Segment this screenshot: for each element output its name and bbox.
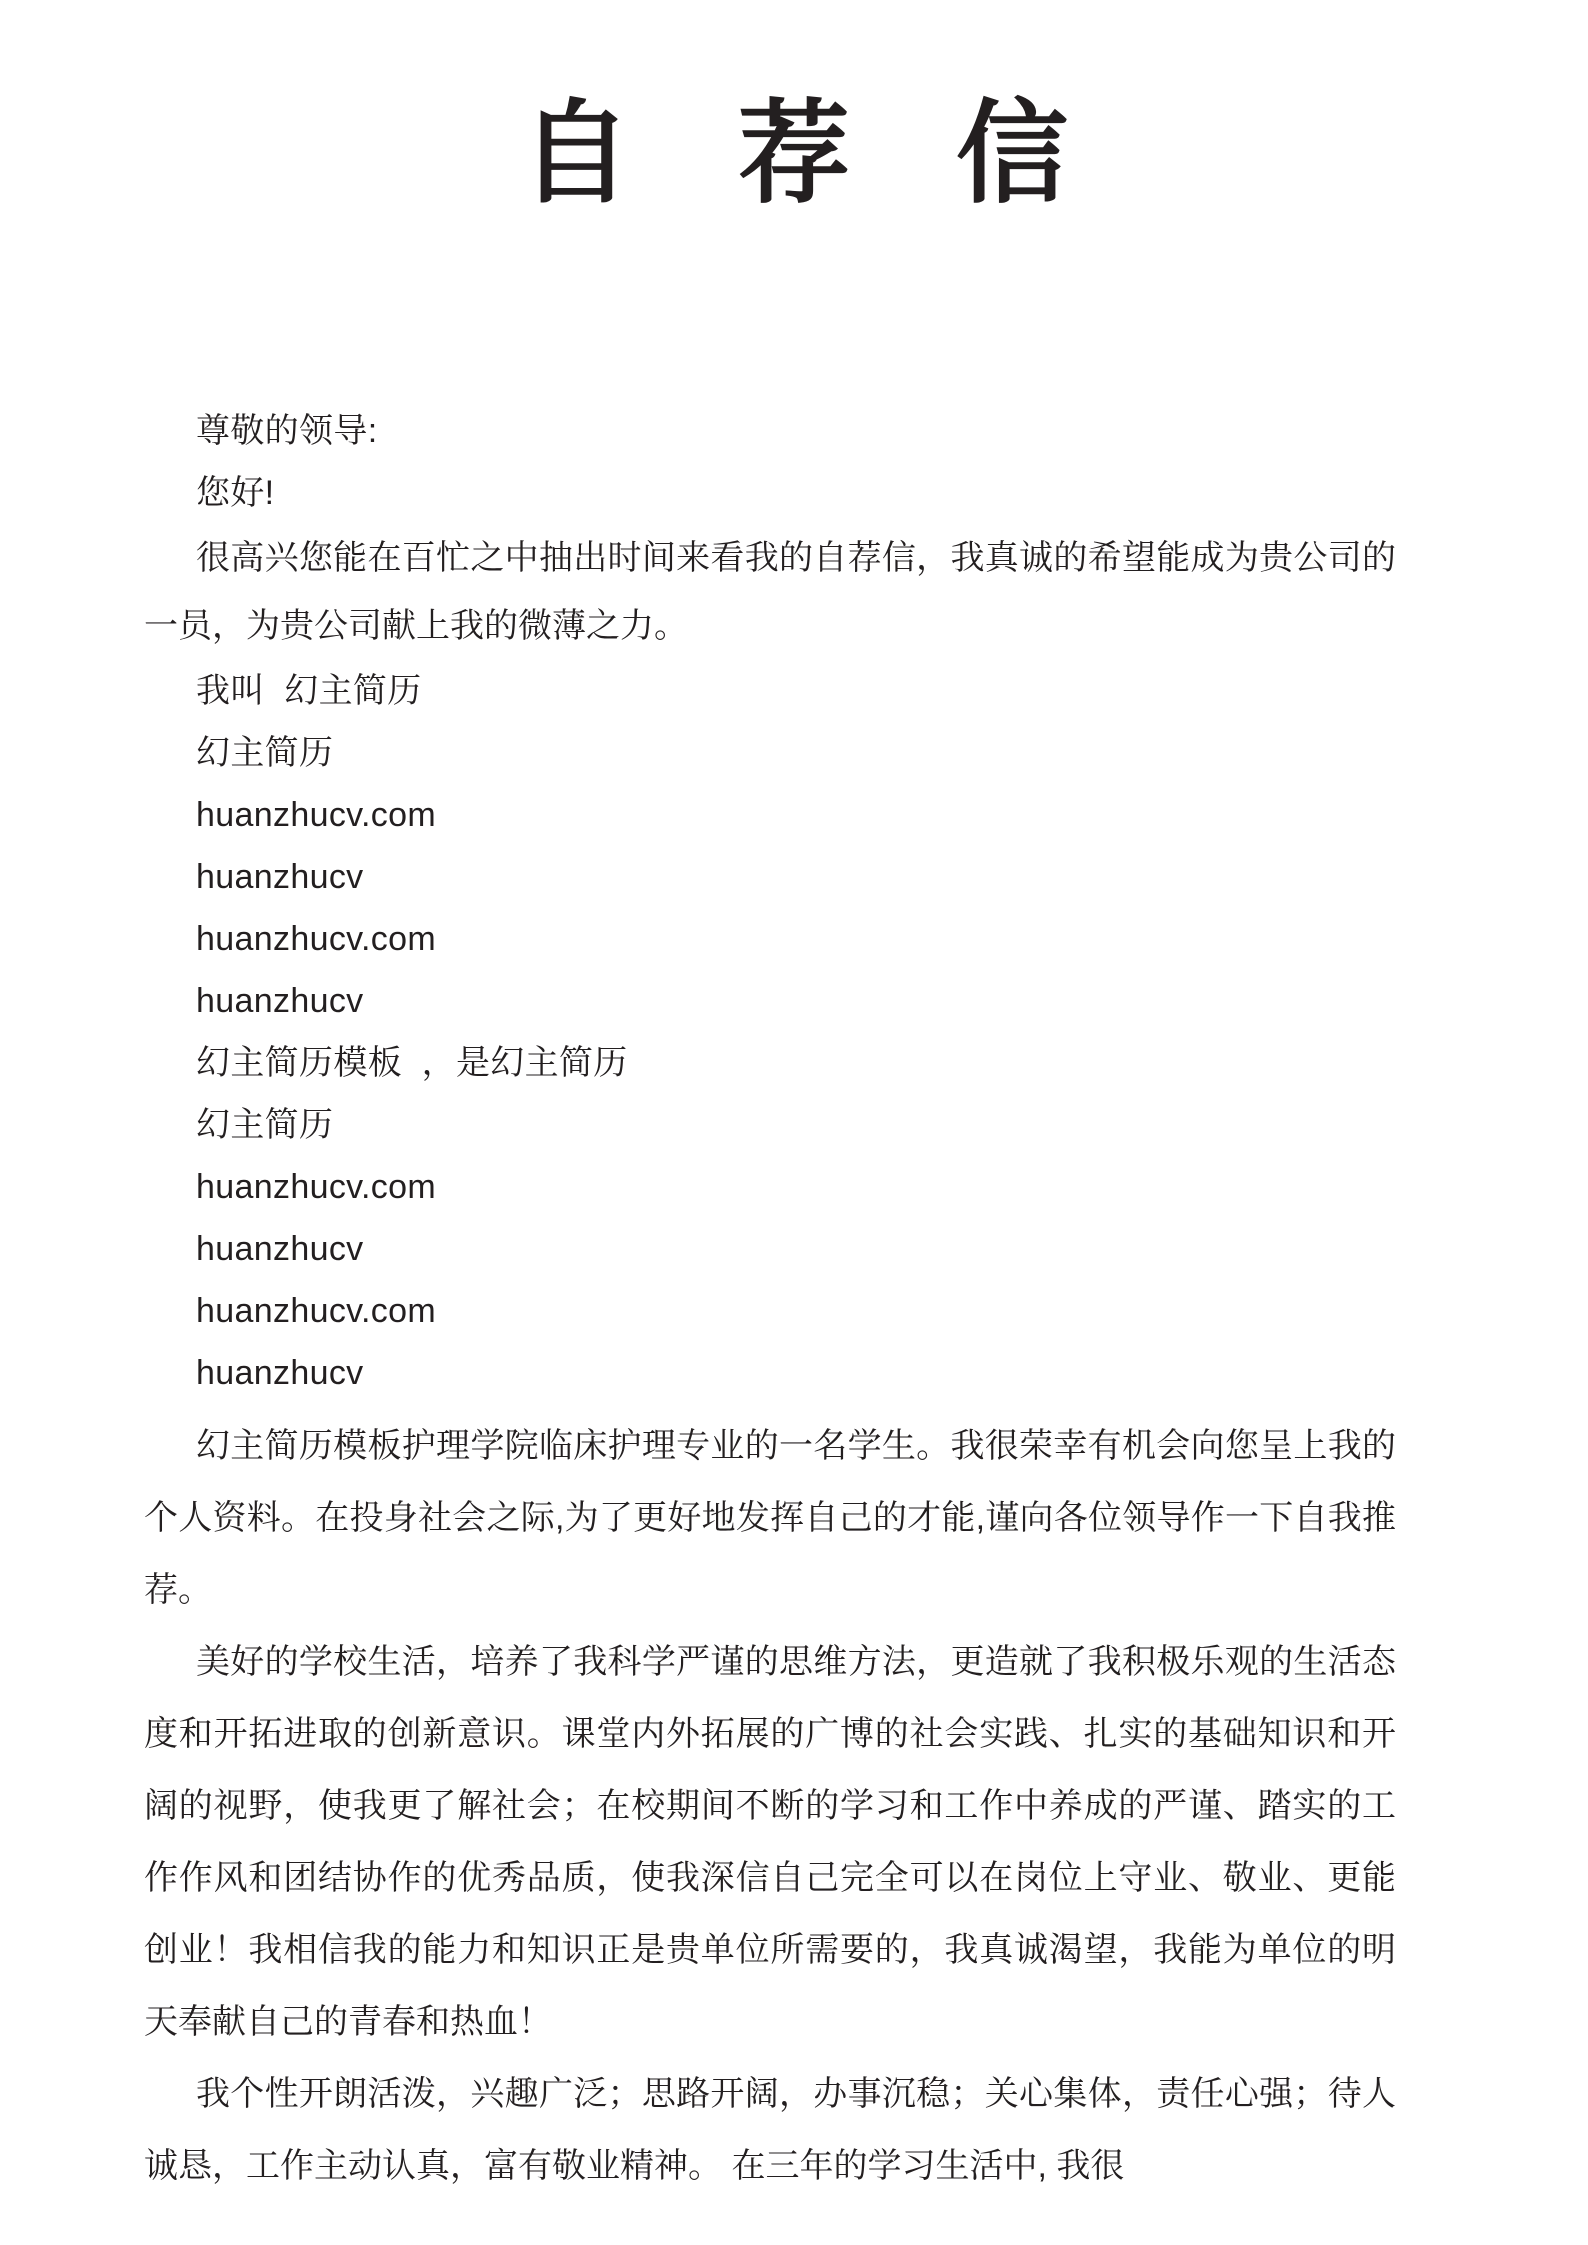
intro-paragraph: 很高兴您能在百忙之中抽出时间来看我的自荐信，我真诚的希望能成为贵公司的一员，为贵公司献上我的微薄之力。 [144,539,1396,645]
brand-line-9: huanzhucv.com [196,1292,437,1330]
brand-line-4: huanzhucv [196,982,364,1020]
letter-body [144,400,1396,2202]
page-title: 自 荐 信 [519,89,1102,219]
school-paragraph: 幻主简历模板护理学院临床护理专业的一名学生。我很荣幸有机会向您呈上我的个人资料。在投身社会之际,为了更好地发挥自己的才能,谨向各位领导作一下自我推荐。 [144,1427,1396,1609]
brand-line-5: 幻主简历模板 ，是幻主简历 [196,1044,628,1082]
brand-line-10: huanzhucv [196,1354,364,1392]
greeting-line: 您好! [196,474,275,512]
brand-line-0: 幻主简历 [196,734,334,772]
brand-line-1: huanzhucv.com [196,796,437,834]
brand-line-7: huanzhucv.com [196,1168,437,1206]
brand-line-8: huanzhucv [196,1230,364,1268]
brand-line-2: huanzhucv [196,858,364,896]
name-line: 我叫 幻主简历 [196,672,422,710]
brand-line-6: 幻主简历 [196,1106,334,1144]
salutation-line: 尊敬的领导: [196,412,378,450]
personality-paragraph: 我个性开朗活泼，兴趣广泛；思路开阔，办事沉稳；关心集体，责任心强；待人诚恳，工作主动认真，富有敬业精神。 在三年的学习生活中, 我很 [144,2075,1396,2185]
brand-line-3: huanzhucv.com [196,920,437,958]
life-paragraph: 美好的学校生活，培养了我科学严谨的思维方法，更造就了我积极乐观的生活态度和开拓进取的创新意识。课堂内外拓展的广博的社会实践、扎实的基础知识和开阔的视野，使我更了解社会；在校期间不断的学习和工作中养成的严谨、踏实的工作作风和团结协作的优秀品质，使我深信自己完全可以在岗位上守业、敬业、更能创业！我相信我的能力和知识正是贵单位所需要的，我真诚渴望，我能为单位的明天奉献自己的青春和热血！ [144,1643,1396,2041]
